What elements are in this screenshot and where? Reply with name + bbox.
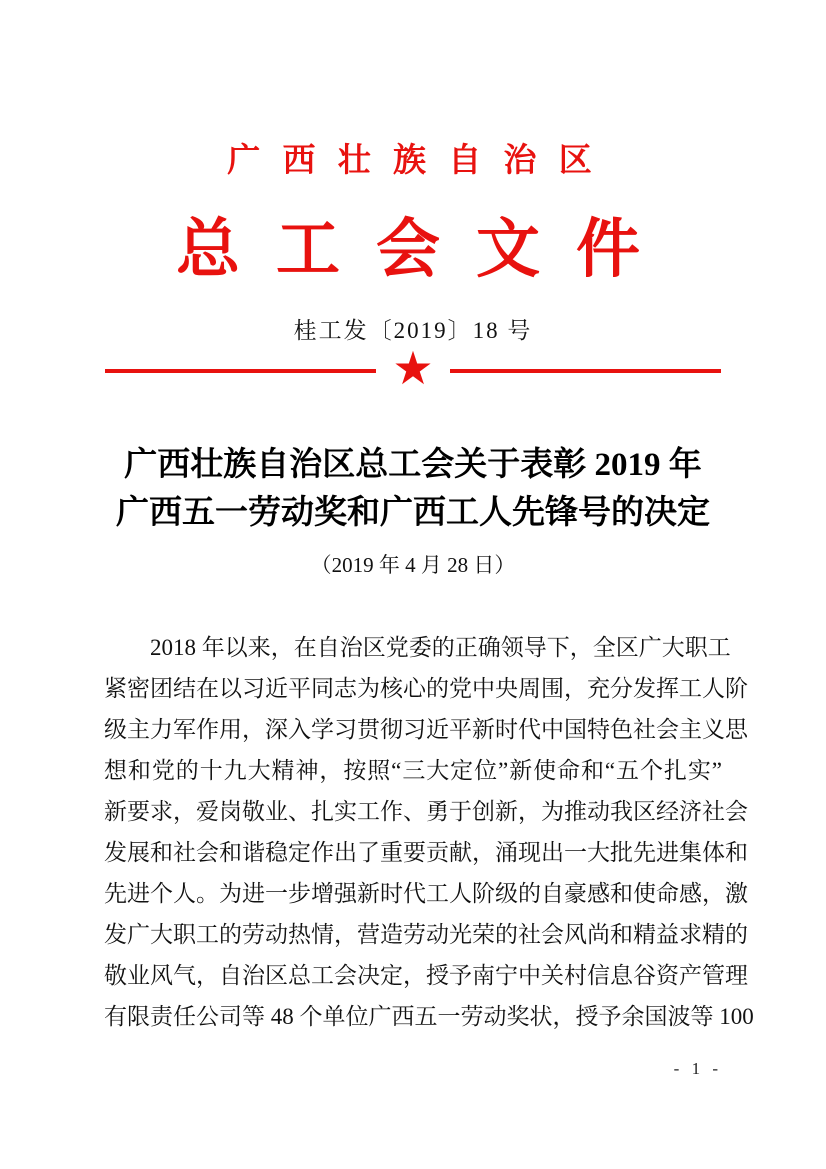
body-line: 先进个人。为进一步增强新时代工人阶级的自豪感和使命感，激 bbox=[104, 881, 748, 906]
document-number: 桂工发〔2019〕18 号 bbox=[293, 318, 533, 343]
body-line: 有限责任公司等 48 个单位广西五一劳动奖状，授予余国波等 100 bbox=[104, 1004, 754, 1029]
body-line: 发广大职工的劳动热情，营造劳动光荣的社会风尚和精益求精的 bbox=[104, 922, 748, 947]
page-number: - 1 - bbox=[673, 1059, 722, 1078]
body-line: 想和党的十九大精神，按照“三大定位”新使命和“五个扎实” bbox=[104, 758, 722, 783]
letterhead-doc-type: 总 工 会 文 件 bbox=[176, 214, 650, 285]
red-rule-left-segment bbox=[105, 369, 376, 373]
document-date: （2019 年 4 月 28 日） bbox=[310, 553, 516, 577]
body-line: 级主力军作用，深入学习贯彻习近平新时代中国特色社会主义思 bbox=[104, 717, 748, 742]
body-paragraph bbox=[104, 627, 754, 1037]
star-icon: ★ bbox=[392, 343, 434, 394]
body-line: 发展和社会和谐稳定作出了重要贡献，涌现出一大批先进集体和 bbox=[104, 840, 748, 865]
body-line: 新要求，爱岗敬业、扎实工作、勇于创新，为推动我区经济社会 bbox=[104, 799, 748, 824]
red-rule-right-segment bbox=[450, 369, 721, 373]
letterhead-org-name: 广 西 壮 族 自 治 区 bbox=[227, 143, 599, 179]
document-title-line-2: 广西五一劳动奖和广西工人先锋号的决定 bbox=[116, 495, 710, 531]
red-separator-rule bbox=[105, 343, 721, 395]
body-line: 2018 年以来，在自治区党委的正确领导下，全区广大职工 bbox=[150, 635, 731, 660]
document-title-line-1: 广西壮族自治区总工会关于表彰 2019 年 bbox=[124, 447, 702, 483]
body-line: 敬业风气，自治区总工会决定，授予南宁中关村信息谷资产管理 bbox=[104, 963, 748, 988]
body-line: 紧密团结在以习近平同志为核心的党中央周围，充分发挥工人阶 bbox=[104, 676, 748, 701]
